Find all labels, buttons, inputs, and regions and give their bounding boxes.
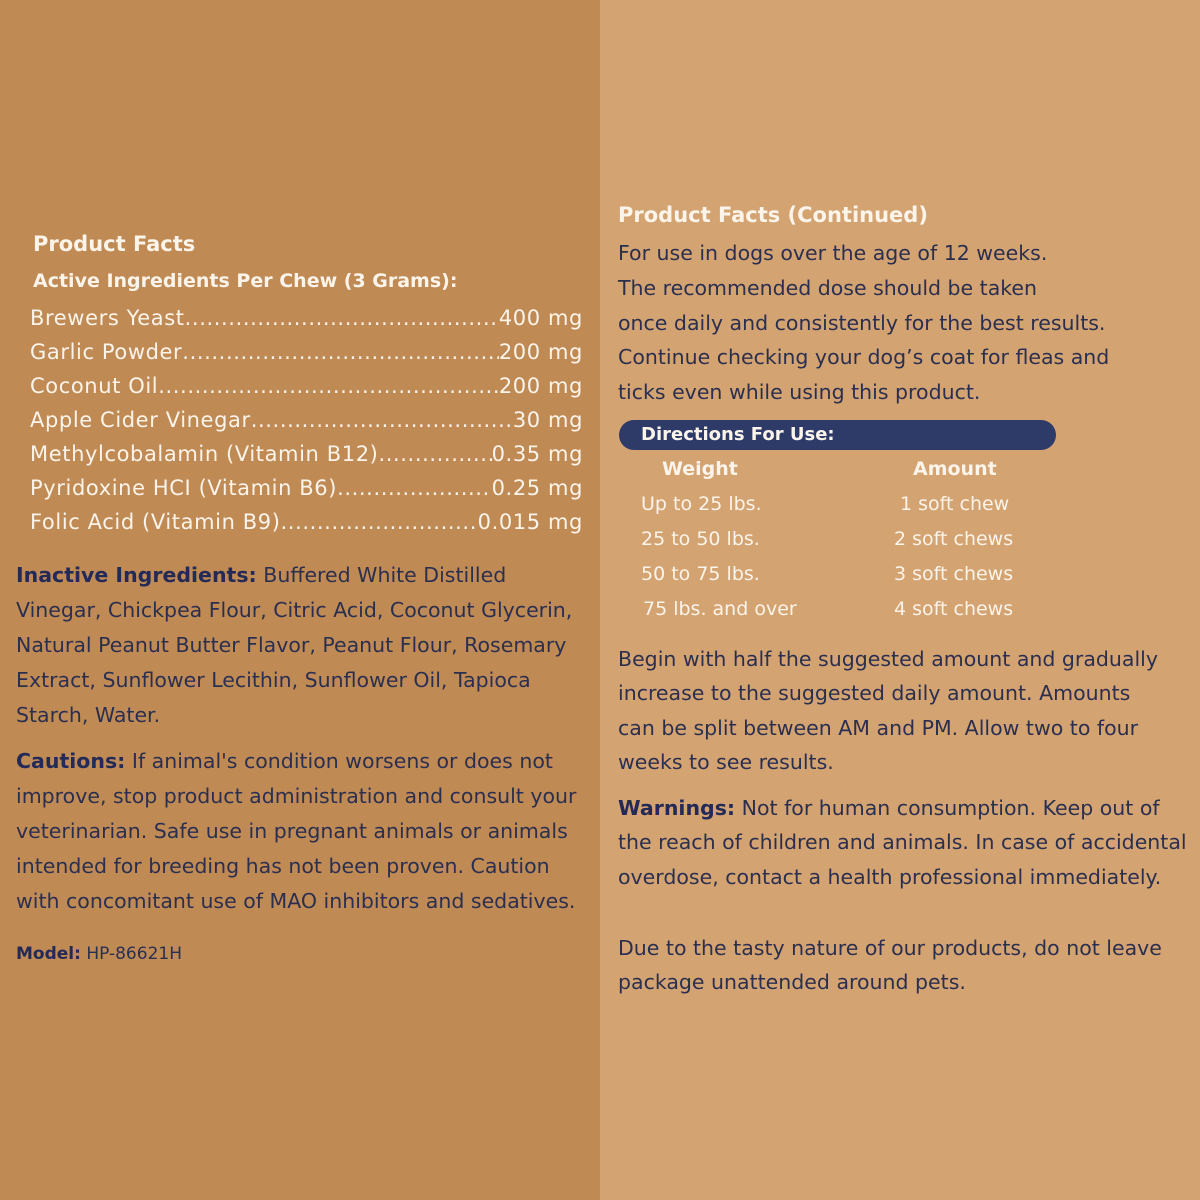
dot-leader <box>378 442 491 466</box>
directions-banner: Directions For Use: <box>619 420 1056 450</box>
warnings-text: overdose, contact a health professional immediately. <box>618 865 1162 889</box>
dosage-weight: 75 lbs. and over <box>643 598 797 620</box>
active-ingredients-list <box>30 306 583 544</box>
warnings-label: Warnings: <box>618 796 736 820</box>
ingredient-row <box>30 306 583 340</box>
dosage-amount: 1 soft chew <box>900 493 1010 515</box>
intro-line: Continue checking your dog’s coat for fleas and <box>618 345 1110 369</box>
intro-line: The recommended dose should be taken <box>618 276 1038 300</box>
ingredient-name: Brewers Yeast <box>30 306 185 330</box>
dosage-amount: 4 soft chews <box>894 598 1014 620</box>
product-facts-title: Product Facts <box>33 232 196 256</box>
ingredient-name: Apple Cider Vinegar <box>30 408 251 432</box>
model-number <box>16 944 182 964</box>
inactive-ingredients-label: Inactive Ingredients: <box>16 563 257 587</box>
ingredient-row <box>30 408 583 442</box>
ingredient-amount: 0.35 mg <box>491 442 583 466</box>
note-line: Due to the tasty nature of our products, do not leave <box>618 936 1162 960</box>
weight-header: Weight <box>662 458 738 480</box>
warnings <box>618 791 1198 894</box>
intro-line: ticks even while using this product. <box>618 380 981 404</box>
ingredient-amount: 0.015 mg <box>477 510 583 534</box>
ingredient-row <box>30 510 583 544</box>
dosage-weight: Up to 25 lbs. <box>641 493 762 515</box>
ingredient-amount: 30 mg <box>512 408 583 432</box>
dosing-guidance <box>618 642 1193 779</box>
intro-line: For use in dogs over the age of 12 weeks. <box>618 241 1048 265</box>
dot-leader <box>182 340 499 364</box>
active-ingredients-heading: Active Ingredients Per Chew (3 Grams): <box>33 270 458 292</box>
ingredient-name: Methylcobalamin (Vitamin B12) <box>30 442 379 466</box>
product-facts-continued-title: Product Facts (Continued) <box>618 203 928 227</box>
guidance-line: increase to the suggested daily amount. Amounts <box>618 681 1131 705</box>
guidance-line: Begin with half the suggested amount and gradually <box>618 647 1159 671</box>
intro-line: once daily and consistently for the best results. <box>618 311 1106 335</box>
ingredient-amount: 200 mg <box>498 340 583 364</box>
model-label: Model: <box>16 944 81 964</box>
note-line: package unattended around pets. <box>618 970 966 994</box>
ingredient-amount: 0.25 mg <box>491 476 583 500</box>
warnings-text: Not for human consumption. Keep out of <box>735 796 1160 820</box>
dot-leader <box>251 408 513 432</box>
ingredient-name: Pyridoxine HCI (Vitamin B6) <box>30 476 338 500</box>
warnings-text: the reach of children and animals. In case of accidental <box>618 830 1187 854</box>
dosage-weight: 50 to 75 lbs. <box>641 563 760 585</box>
dot-leader <box>158 374 499 398</box>
ingredient-amount: 400 mg <box>498 306 583 330</box>
inactive-ingredients-text: Buffered White Distilled Vinegar, Chickpea Flour, Citric Acid, Coconut Glycerin, Natural Peanut Butter Flavor, Peanut Flour, Rosemary Extract, Sunflower Lecithin, Sunflower Oil, Tapioca Starch, Water. <box>16 563 573 727</box>
inactive-ingredients <box>16 558 591 733</box>
dot-leader <box>185 306 499 330</box>
model-value: HP-86621H <box>80 944 182 964</box>
cautions-text: If animal's condition worsens or does not improve, stop product administration and consult your veterinarian. Safe use in pregnant animals or animals intended for breeding has not been proven. Caution with concomitant use of MAO inhibitors and sedatives. <box>16 749 577 913</box>
pet-safety-note <box>618 931 1193 999</box>
dosage-weight: 25 to 50 lbs. <box>641 528 760 550</box>
cautions-label: Cautions: <box>16 749 126 773</box>
ingredient-row <box>30 476 583 510</box>
ingredient-name: Garlic Powder <box>30 340 183 364</box>
guidance-line: can be split between AM and PM. Allow two to four <box>618 716 1139 740</box>
dosage-amount: 3 soft chews <box>894 563 1014 585</box>
guidance-line: weeks to see results. <box>618 750 834 774</box>
ingredient-row <box>30 442 583 476</box>
usage-intro <box>618 236 1188 411</box>
ingredient-name: Coconut Oil <box>30 374 159 398</box>
cautions <box>16 744 596 919</box>
amount-header: Amount <box>913 458 997 480</box>
dot-leader <box>337 476 492 500</box>
ingredient-row <box>30 340 583 374</box>
ingredient-row <box>30 374 583 408</box>
ingredient-name: Folic Acid (Vitamin B9) <box>30 510 281 534</box>
dosage-amount: 2 soft chews <box>894 528 1014 550</box>
ingredient-amount: 200 mg <box>498 374 583 398</box>
dot-leader <box>281 510 478 534</box>
